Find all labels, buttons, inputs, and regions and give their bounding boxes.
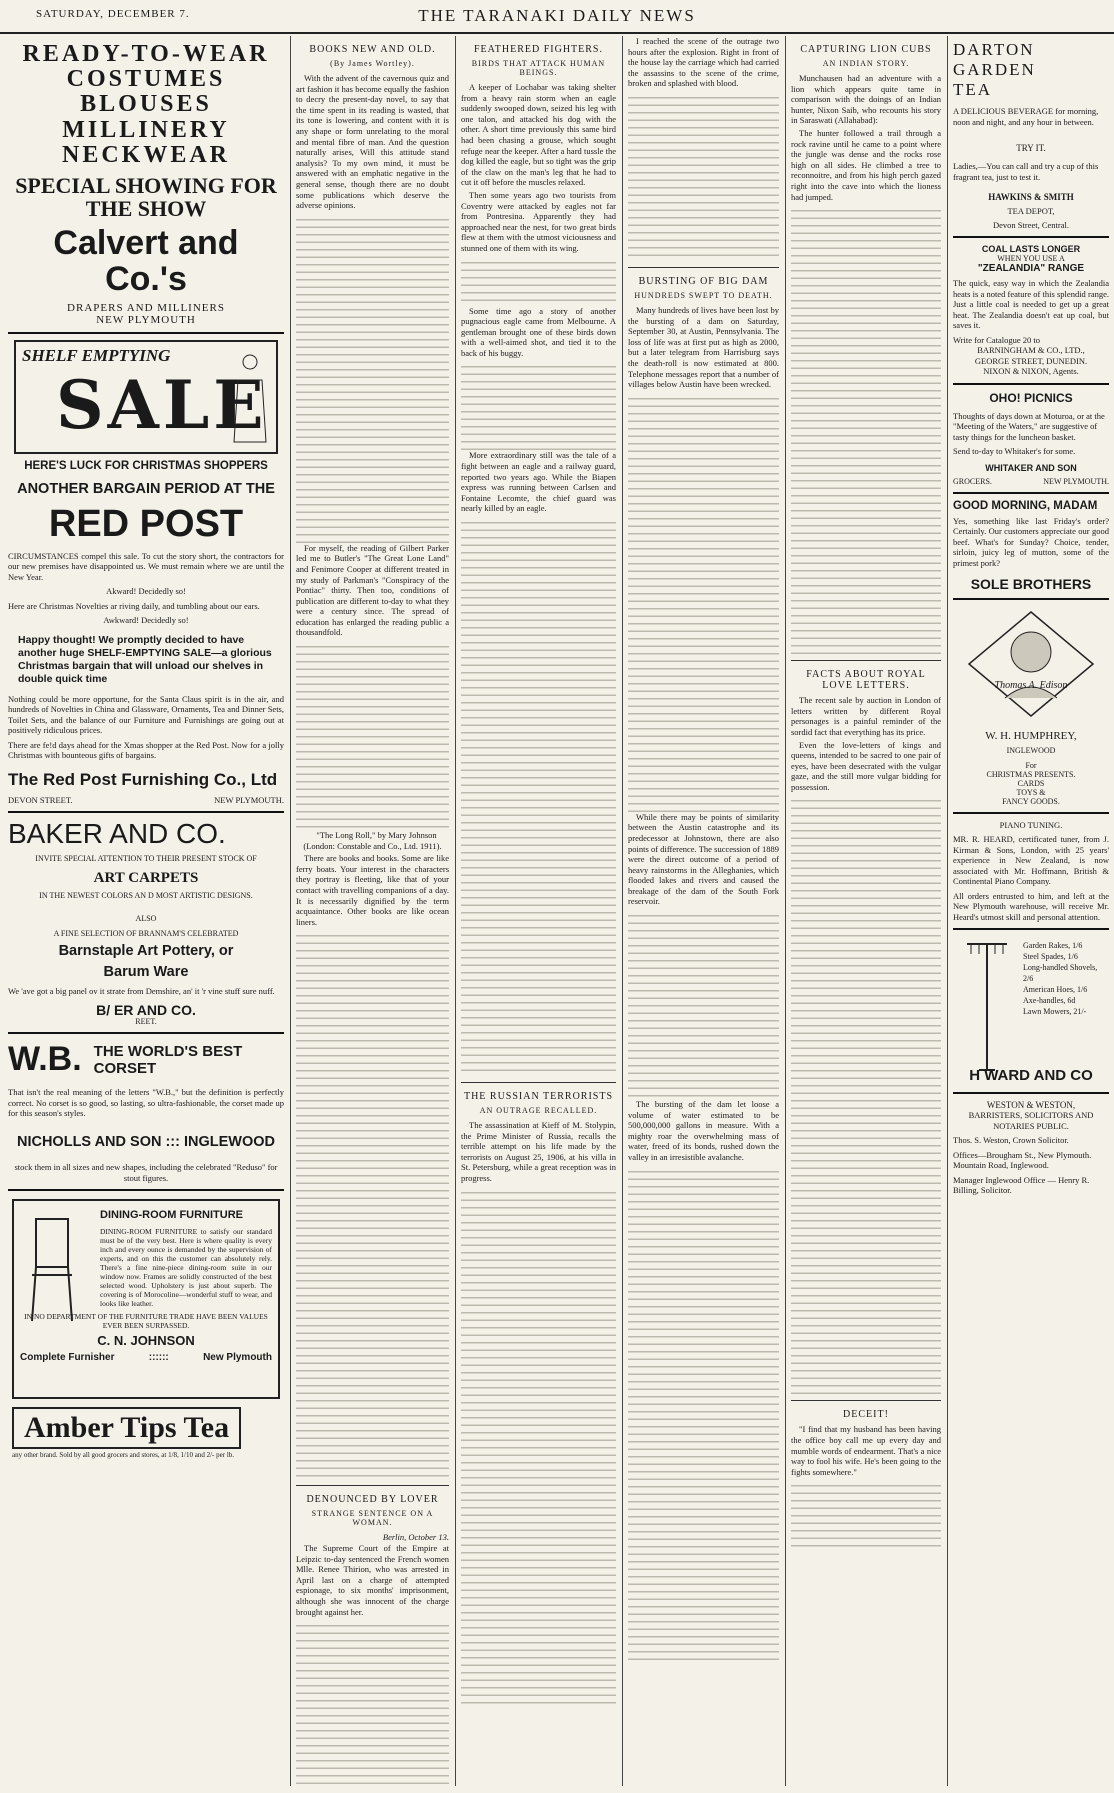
johnson-ad <box>12 1199 280 1399</box>
lion-article <box>791 73 941 654</box>
george-street: GEORGE STREET, DUNEDIN. <box>974 355 1088 366</box>
newest-text: IN THE NEWEST COLORS AN D MOST ARTISTIC DESIGNS. <box>39 890 253 900</box>
humphrey-ad <box>953 606 1109 806</box>
paragraph: Many hundreds of lives have been lost by the bursting of a dam on Saturday, September 30, at Austin, Pennsylvania. The loss of life was at first put as high as 2000, but a later telegram from Harrisburg says the death-roll is now estimated at 800. Telephone messages report that a number of villages below Austin have been wrecked. <box>628 304 779 390</box>
russian-heading: THE RUSSIAN TERRORISTS <box>463 1091 614 1103</box>
happy-text: Happy thought! We promptly decided to have another huge SHELF-EMPTYING SALE—a glorious Christmas bargain that will unload our shelves in double quick time <box>18 633 272 685</box>
offices: Offices—Brougham St., New Plymouth. Mountain Road, Inglewood. <box>953 1149 1092 1170</box>
ad-line: MILLINERY <box>62 116 230 143</box>
column-lion <box>791 36 941 1786</box>
write-text: Write for Catalogue 20 to <box>953 334 1040 345</box>
letters-article <box>791 695 941 1394</box>
paragraph: With the advent of the cavernous quiz and art fashion it has become equally the fashion to decry the present-day novel, to say that the time spent in its reading is wasted, that its tone is lowering, and content with it is any shape or form unrelating to the moral and mental fibre of man. And the question naturally arises, Will this attitude stand analysis? To my own mind, it must be answered with an emphatic negative in the general sense, though there are no doubt some publications which deserve the adverse opinions. <box>296 73 449 211</box>
manager: Manager Inglewood Office — Henry R. Billing, Solicitor. <box>953 1174 1090 1195</box>
paragraph: "I find that my husband has been having the office boy call me up every day and mumble words of endearment. That's a nice way to fool his wife. He's been going to the fights somewhere." <box>791 1424 941 1477</box>
shoppers-illustration <box>230 350 270 446</box>
stock-text: stock them in all sizes and new shapes, including the celebrated "Reduso" for stout figures. <box>14 1162 278 1183</box>
luck-line: HERE'S LUCK FOR CHRISTMAS SHOPPERS <box>24 459 268 472</box>
garden-item: Lawn Mowers, 21/- <box>1023 1007 1087 1016</box>
text-block <box>628 392 779 812</box>
denounced-heading: DENOUNCED BY LOVER <box>306 1494 439 1506</box>
books-byline: (By James Wortley). <box>330 59 415 68</box>
darton-line: TEA <box>953 80 993 99</box>
books-heading: BOOKS NEW AND OLD. <box>309 44 436 55</box>
amber-tips-ad <box>12 1407 280 1459</box>
toys: TOYS & <box>1016 788 1046 797</box>
russian-article <box>461 1120 616 1706</box>
sale-top: SHELF EMPTYING <box>22 345 171 365</box>
garden-list <box>1023 940 1109 1017</box>
column-feathered <box>461 36 616 1786</box>
garden-tools-illustration <box>957 940 1017 1080</box>
dining-text: DINING-ROOM FURNITURE to satisfy our standard must be of the very best. Here is where quality is every inch and every ounce is demanded by the supervision of experts, and on this the customer can absolutely rely. There's a fine nine-piece dining-room suite in our window now. Frames are solidly constructed of the best selected wood. Upholstery is just about superb. The covering is of Morocoline—wonderful stuff to wear, and looks like leather. <box>100 1227 272 1308</box>
whitaker-name: WHITAKER AND SON <box>985 462 1077 473</box>
sole-brothers: SOLE BROTHERS <box>970 576 1092 592</box>
ad-column-right <box>953 36 1109 1786</box>
text-block <box>461 256 616 306</box>
circumstances-text: CIRCUMSTANCES compel this sale. To cut the story short, the contractors for our new premises have disappointed us. We must remain where we are until the New Year. <box>8 550 284 582</box>
address-line <box>8 795 284 805</box>
text-block <box>628 1165 779 1665</box>
paragraph: Even the love-letters of kings and queens, intended to be sacred to one pair of eyes, have been desecrated with the vulgar gaze, and the still more vulgar bidding for possession. <box>791 739 941 792</box>
street: DEVON STREET. <box>8 794 73 805</box>
corset-ad <box>8 1040 284 1183</box>
deceit-heading: DECEIT! <box>843 1409 889 1421</box>
weston-ad <box>953 1100 1109 1196</box>
dam-sub: HUNDREDS SWEPT TO DEATH. <box>634 290 773 300</box>
brannam-text: A FINE SELECTION OF BRANNAM'S CELEBRATED <box>53 928 239 938</box>
text-block <box>791 204 941 654</box>
whitaker-town: NEW PLYMOUTH. <box>1043 476 1109 486</box>
cards: CARDS <box>1017 779 1045 788</box>
paragraph: The recent sale by auction in London of letters written by different Royal personages is a painful reminder of the sordid fact that everything has its price. <box>791 695 941 737</box>
paragraph: For myself, the reading of Gilbert Parker led me to Butler's "The Great Lone Land" and Fenimore Cooper at different treated in my study of Parkman's "Conspiracy of the Pontiac" thirty. Then too, conditions of publication are different to-day to what they were a century since. The spread of education has enlarged the reading public a thousandfold. <box>296 542 449 638</box>
denounced-sub: STRANGE SENTENCE ON A WOMAN. <box>311 1509 434 1528</box>
corset-title: THE WORLD'S BEST CORSET <box>93 1042 243 1077</box>
ad-line: READY-TO-WEAR <box>22 41 270 67</box>
ad-line: BLOUSES <box>80 91 212 118</box>
novelties-text: Here are Christmas Novelties ar riving daily, and tumbling about our ears. <box>8 600 260 611</box>
wb-text: That isn't the real meaning of the letters "W.B.," but the definition is perfectly correct. No corset is so good, so lasting, so ultra-fashionable, the corset made up for this season's styles. <box>8 1087 284 1119</box>
also-text: ALSO <box>135 913 157 923</box>
paragraph: A keeper of Lochabar was taking shelter from a heavy rain storm when an eagle suddenly swooped down, seized his leg with one talon, and attacked his dog with the other. A short time previously this same bird had been chasing a grouse, which sought refuge near the keeper. After a hard tussle the dog killed the eagle, but so tight was the grip of the claw on the man's leg that he had to cut it off before the muscles relaxed. <box>461 82 616 188</box>
deceit-article <box>791 1424 941 1549</box>
for: For <box>1025 761 1037 770</box>
paragraph: There are books and books. Some are like ferry boats. Your interest in the characters they portray is fleeting, like that of your contact with travelling companions of a day. It is necessarily dignified by the term acquaintance. Other books are like ocean liners. <box>296 853 449 927</box>
whitaker-ad <box>953 391 1109 486</box>
awkward-text: Akward! Decidedly so! <box>106 586 186 597</box>
feathered-article <box>461 82 616 1076</box>
drapers: DRAPERS AND MILLINERS <box>67 301 225 314</box>
paragraph: Munchausen had an adventure with a lion which appears quite tame in comparison with the doings of an Indian hunter, Nixon Saib, who recounts his story in Saraswati (Allahabad): <box>791 73 941 126</box>
review-title: "The Long Roll," by Mary Johnson (London: Constable and Co., Ltd. 1911). <box>303 830 442 851</box>
barristers: BARRISTERS, SOLICITORS AND NOTARIES PUBLIC. <box>968 1110 1094 1131</box>
nothing-text: Nothing could be more opportune, for the Santa Claus spirit is in the air, and hundreds of Novelties in China and Glassware, Ornaments, Tea and Dinner Sets, Toilet Sets, and the balance of our Furniture and Furnishings are going out at positively ridiculous prices. <box>8 693 284 736</box>
paragraph: The hunter followed a trail through a rock ravine until he came to a point where the jungle was dense and the rocks rose high on all sides. He climbed a tree to reconnoitre, and from his high perch gazed right into the cave into which the lioness had jumped. <box>791 127 941 202</box>
feathered-heading: FEATHERED FIGHTERS. <box>473 44 603 55</box>
paragraph: The bursting of the dam let loose a volume of water estimated to be 500,000,000 gallons in measure. With a mighty roar the overwhelming mass of water, freed of its bonds, rushed down the valley in an irresistible avalanche. <box>628 1099 779 1163</box>
zealandia-ad <box>953 244 1109 377</box>
ward-ad <box>953 936 1109 1086</box>
good-morning: GOOD MORNING, MADAM <box>953 499 1098 512</box>
paragraph: I reached the scene of the outrage two hours after the explosion. Right in front of the house lay the carriage which had carried the assassins to the scene of the crime, broken and splashed with blood. <box>628 36 779 89</box>
baker-sig: B/ ER AND CO. <box>96 1001 196 1018</box>
try-it: TRY IT. <box>1016 143 1046 153</box>
humphrey-town: INGLEWOOD <box>1006 746 1056 755</box>
another-line: ANOTHER BARGAIN PERIOD AT THE <box>17 480 275 497</box>
books-article <box>296 73 449 1479</box>
paragraph: While there may be points of similarity between the Austin catastrophe and its predecessor at Johnstown, there are also points of difference. The succession of 1889 were the direct outcome of a period of heavy rainstorms in the Alleghanies, which flooded lakes and rivers and caused the breakage of the dam of the South Fork reservoir. <box>628 811 779 907</box>
grocers: GROCERS. <box>953 476 992 486</box>
letters-heading: FACTS ABOUT ROYAL LOVE LETTERS. <box>806 669 926 692</box>
paragraph: More extraordinary still was the tale of a fight between an eagle and a railway guard, reported two years ago. While the Biapen express was running between Carlsen and Fontaine Lecomte, the chief guard was nearly killed by an eagle. <box>461 450 616 514</box>
art-carpets: ART CARPETS <box>93 869 199 886</box>
heard-text: MR. R. HEARD, certificated tuner, from J. Kirman & Sons, London, with 25 years' experience in New Zealand, is now associated with Mr. Hoffmann, British & Continental Piano Company. <box>953 834 1109 886</box>
humphrey-name: W. H. HUMPHREY, <box>985 730 1077 742</box>
edison-signature: Thomas A. Edison <box>994 680 1068 691</box>
masthead <box>0 0 1114 34</box>
column-dam <box>628 36 779 1786</box>
dateline: Berlin, October 13. <box>382 1532 449 1543</box>
tea-depot: TEA DEPOT, <box>1007 206 1055 216</box>
garden-item: Steel Spades, 1/6 <box>1023 952 1078 961</box>
town: NEW PLYMOUTH. <box>214 794 284 805</box>
text-block <box>628 909 779 1099</box>
baker-title: BAKER AND CO. <box>8 817 226 849</box>
ad-column-left <box>8 36 284 1786</box>
baker-street: REET. <box>135 1017 157 1027</box>
delicious-text: A DELICIOUS BEVERAGE for morning, noon and night, and any hour in between. <box>953 106 1099 127</box>
garden-item: Garden Rakes, 1/6 <box>1023 941 1083 950</box>
dam-heading: BURSTING OF BIG DAM <box>638 275 769 287</box>
paragraph: The Supreme Court of the Empire at Leipzic to-day sentenced the French women Mlle. Renee Thirion, who was arrested in April last on a charge of attempted espionage, to six months' imprisonment, although she was innocent of the charge brought against her. <box>296 1543 449 1617</box>
text-block <box>791 794 941 1394</box>
nixon-agents: NIXON & NIXON, Agents. <box>983 366 1079 376</box>
darton-ad <box>953 40 1109 230</box>
calvert-ad <box>8 42 284 326</box>
oho-picnics: OHO! PICNICS <box>989 390 1073 405</box>
garden-item: American Hoes, 1/6 <box>1023 985 1088 994</box>
yes-text: Yes, something like last Friday's order? Certainly. Our customers appreciate our good beef. What's for Sunday? Choice, tender, sirloin, juicy leg of mutton, some of the primest pork? <box>953 515 1109 568</box>
edison-illustration <box>953 606 1109 724</box>
red-post-ad <box>8 340 284 805</box>
devon-central: Devon Street, Central. <box>992 220 1069 230</box>
piano-ad <box>953 820 1109 922</box>
xmas-presents: CHRISTMAS PRESENTS. <box>986 770 1076 779</box>
paper-title: THE TARANAKI DAILY NEWS <box>418 6 696 25</box>
column-rule <box>947 36 948 1786</box>
calvert-name: Calvert and Co.'s <box>53 224 239 298</box>
lion-sub: AN INDIAN STORY. <box>822 59 910 68</box>
text-block <box>296 640 449 830</box>
darton-line: DARTON <box>953 40 1035 59</box>
text-block <box>296 1619 449 1786</box>
amber-title: Amber Tips Tea <box>12 1407 241 1449</box>
johnson-town: New Plymouth <box>203 1351 272 1363</box>
garden-item: Long-handled Shovels, 2/6 <box>1023 963 1098 983</box>
paragraph: Then some years ago two tourists from Coventry were attacked by eagles not far from Pontresina. Apparently they had approached near the nest, for two great birds flew at them with the utmost viciousness and stunned one of them with its wing. <box>461 189 616 253</box>
quick-text: The quick, easy way in which the Zealandia heats is a noted feature of this splendid range. Just a little coal is needed to get up a great heat. The Zealandia doesn't eat up coal, but saves it. <box>953 278 1109 330</box>
lion-heading: CAPTURING LION CUBS <box>800 44 932 55</box>
feathered-sub: BIRDS THAT ATTACK HUMAN BEINGS. <box>471 59 606 77</box>
nicholls: NICHOLLS AND SON ::: INGLEWOOD <box>16 1133 276 1150</box>
outrage-continued <box>628 36 779 261</box>
text-block <box>461 360 616 450</box>
paragraph: The assassination at Kieff of M. Stolypin, the Prime Minister of Russia, recalls the terrible attempt on his life made by the terrorists on August 25, 1906, at his villa in St. Petersburg, while a great reception was in progress. <box>461 1120 616 1183</box>
amber-foot: any other brand. Sold by all good grocers and stores, at 1/8, 1/10 and 2/- per lb. <box>12 1451 235 1459</box>
johnson-name: C. N. JOHNSON <box>97 1333 195 1348</box>
awkward-text: Awkward! Decidedly so! <box>103 615 189 626</box>
send-text: Send to-day to Whitaker's for some. <box>953 446 1076 456</box>
text-block <box>628 91 779 261</box>
text-block <box>296 213 449 543</box>
hawkins: HAWKINS & SMITH <box>988 192 1074 202</box>
weston-name: WESTON & WESTON, <box>986 1100 1076 1110</box>
russian-sub: AN OUTRAGE RECALLED. <box>479 1106 598 1116</box>
colon-sep: :::::: <box>148 1351 169 1363</box>
text-block <box>296 929 449 1479</box>
piano-tuning: PIANO TUNING. <box>999 820 1063 830</box>
coal-lasts: COAL LASTS LONGER <box>981 244 1081 254</box>
barningham: BARNINGHAM & CO., LTD., <box>977 345 1085 355</box>
dining-dept: IN NO DEPARTMENT OF THE FURNITURE TRADE HAVE BEEN VALUES EVER BEEN SURPASSED. <box>24 1312 268 1330</box>
baker-ad <box>8 819 284 1027</box>
ad-line: NECKWEAR <box>61 141 230 168</box>
ad-line: COSTUMES <box>66 66 226 93</box>
edison-portrait <box>953 606 1109 726</box>
issue-date: SATURDAY, DECEMBER 7. <box>36 8 190 20</box>
garden-item: Axe-handles, 6d <box>1023 996 1076 1005</box>
barum: Barum Ware <box>103 963 189 980</box>
text-block <box>791 1479 941 1549</box>
red-post-title: RED POST <box>48 502 244 545</box>
sale-word: SALE <box>56 365 268 444</box>
gave-text: We 'ave got a big panel ov it strate from Demshire, an' it 'r vine stuff sure nuff. <box>8 986 275 997</box>
complete-furnisher: Complete Furnisher <box>20 1351 115 1363</box>
sale-illustration <box>14 340 278 454</box>
when-you-use: WHEN YOU USE A <box>997 254 1065 263</box>
text-block <box>461 1186 616 1706</box>
wb-title: W.B. <box>8 1040 82 1079</box>
furnishing-co: The Red Post Furnishing Co., Ltd <box>8 769 278 789</box>
text-block <box>461 516 616 1076</box>
ladies-text: Ladies,—You can call and try a cup of this fragrant tea, just to test it. <box>953 161 1099 182</box>
special-showing: SPECIAL SHOWING FOR THE SHOW <box>15 172 277 222</box>
ward-name: H WARD AND CO <box>969 1067 1093 1084</box>
column-rule <box>455 36 456 1786</box>
sole-ad <box>953 500 1109 593</box>
drapers-town: NEW PLYMOUTH <box>96 313 196 326</box>
denounced-article <box>296 1532 449 1786</box>
paragraph: Some time ago a story of another pugnacious eagle came from Melbourne. A gentleman brought one of these birds down with a well-aimed shot, and tied it to the back of his buggy. <box>461 305 616 358</box>
column-books <box>296 36 449 1786</box>
dining-title: DINING-ROOM FURNITURE <box>100 1209 243 1221</box>
dam-article <box>628 305 779 1665</box>
column-rule <box>290 36 291 1786</box>
chair-illustration <box>22 1215 82 1325</box>
thoughts-text: Thoughts of days down at Moturoa, or at the "Meeting of the Waters," are suggestive of tasty things for the luncheon basket. <box>953 410 1105 442</box>
column-rule <box>785 36 786 1786</box>
invite-text: INVITE SPECIAL ATTENTION TO THEIR PRESENT STOCK OF <box>35 853 257 863</box>
thos-weston: Thos. S. Weston, Crown Solicitor. <box>953 1135 1069 1145</box>
fancy-goods: FANCY GOODS. <box>1002 797 1060 806</box>
all-orders-text: All orders entrusted to him, and left at the New Plymouth warehouse, will receive Mr. Heard's utmost skill and personal attention. <box>953 890 1109 922</box>
darton-line: GARDEN <box>953 60 1036 79</box>
zealandia-range: "ZEALANDIA" RANGE <box>977 263 1085 274</box>
column-rule <box>622 36 623 1786</box>
barnstaple: Barnstaple Art Pottery, or <box>58 942 234 959</box>
few-days-text: There are fe!d days ahead for the Xmas shopper at the Red Post. Now for a jolly Christmas with bounteous gifts of bargains. <box>8 739 284 761</box>
